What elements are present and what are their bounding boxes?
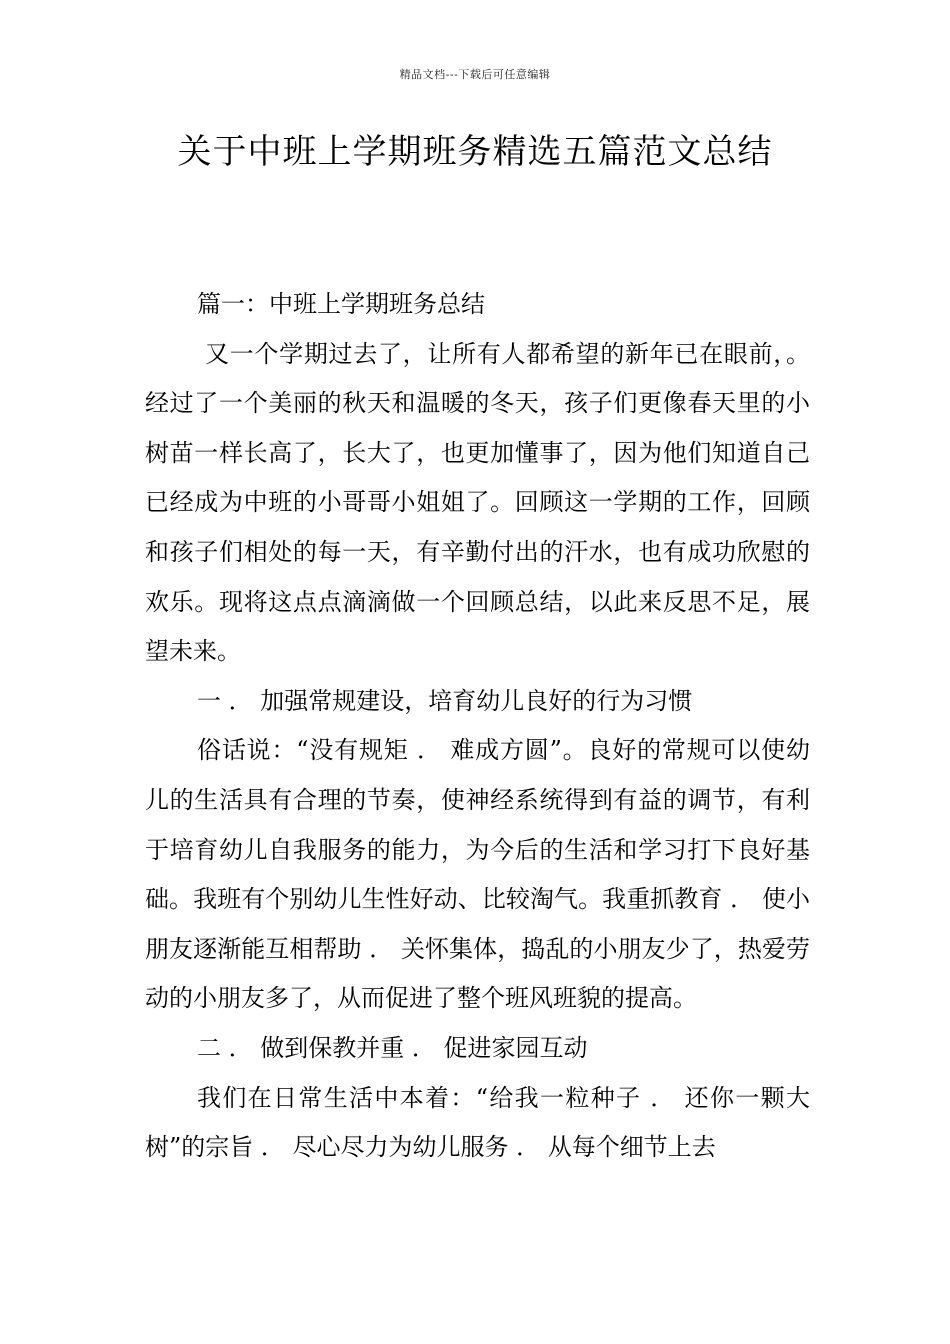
section-heading-2: 一 ． 加强常规建设，培育幼儿良好的行为习惯 <box>197 686 693 715</box>
section-heading-3: 二 ． 做到保教并重 ． 促进家园互动 <box>197 1033 588 1062</box>
document-title: 关于中班上学期班务精选五篇范文总结 <box>177 132 773 172</box>
document-body <box>145 280 810 1173</box>
section-heading-1: 篇一：中班上学期班务总结 <box>197 290 485 318</box>
paragraph-care: 我们在日常生活中本着：“给我一粒种子 ． 还你一颗大树”的宗旨 ． 尽心尽力为幼儿服务 ． 从每个细节上去 <box>145 1083 810 1162</box>
paragraph-routine: 俗话说：“没有规矩 ． 难成方圆”。良好的常规可以使幼儿的生活具有合理的节奏，使神经系统得到有益的调节，有利于培育幼儿自我服务的能力，为今后的生活和学习打下良好基础。我班有个别幼儿生性好动、比较淘气。我重抓教育 ． 使小朋友逐渐能互相帮助 ． 关怀集体，捣乱的小朋友少了，热爱劳动的小朋友多了，从而促进了整个班风班貌的提高。 <box>145 736 810 1013</box>
header-note: 精品文档---下载后可任意编辑 <box>399 68 551 81</box>
paragraph-intro: 又一个学期过去了，让所有人都希望的新年已在眼前，。经过了一个美丽的秋天和温暖的冬天，孩子们更像春天里的小树苗一样长高了，长大了，也更加懂事了，因为他们知道自己已经成为中班的小哥哥小姐姐了。回顾这一学期的工作，回顾和孩子们相处的每一天，有辛勤付出的汗水，也有成功欣慰的欢乐。现将这点点滴滴做一个回顾总结，以此来反思不足，展望未来。 <box>145 339 810 666</box>
